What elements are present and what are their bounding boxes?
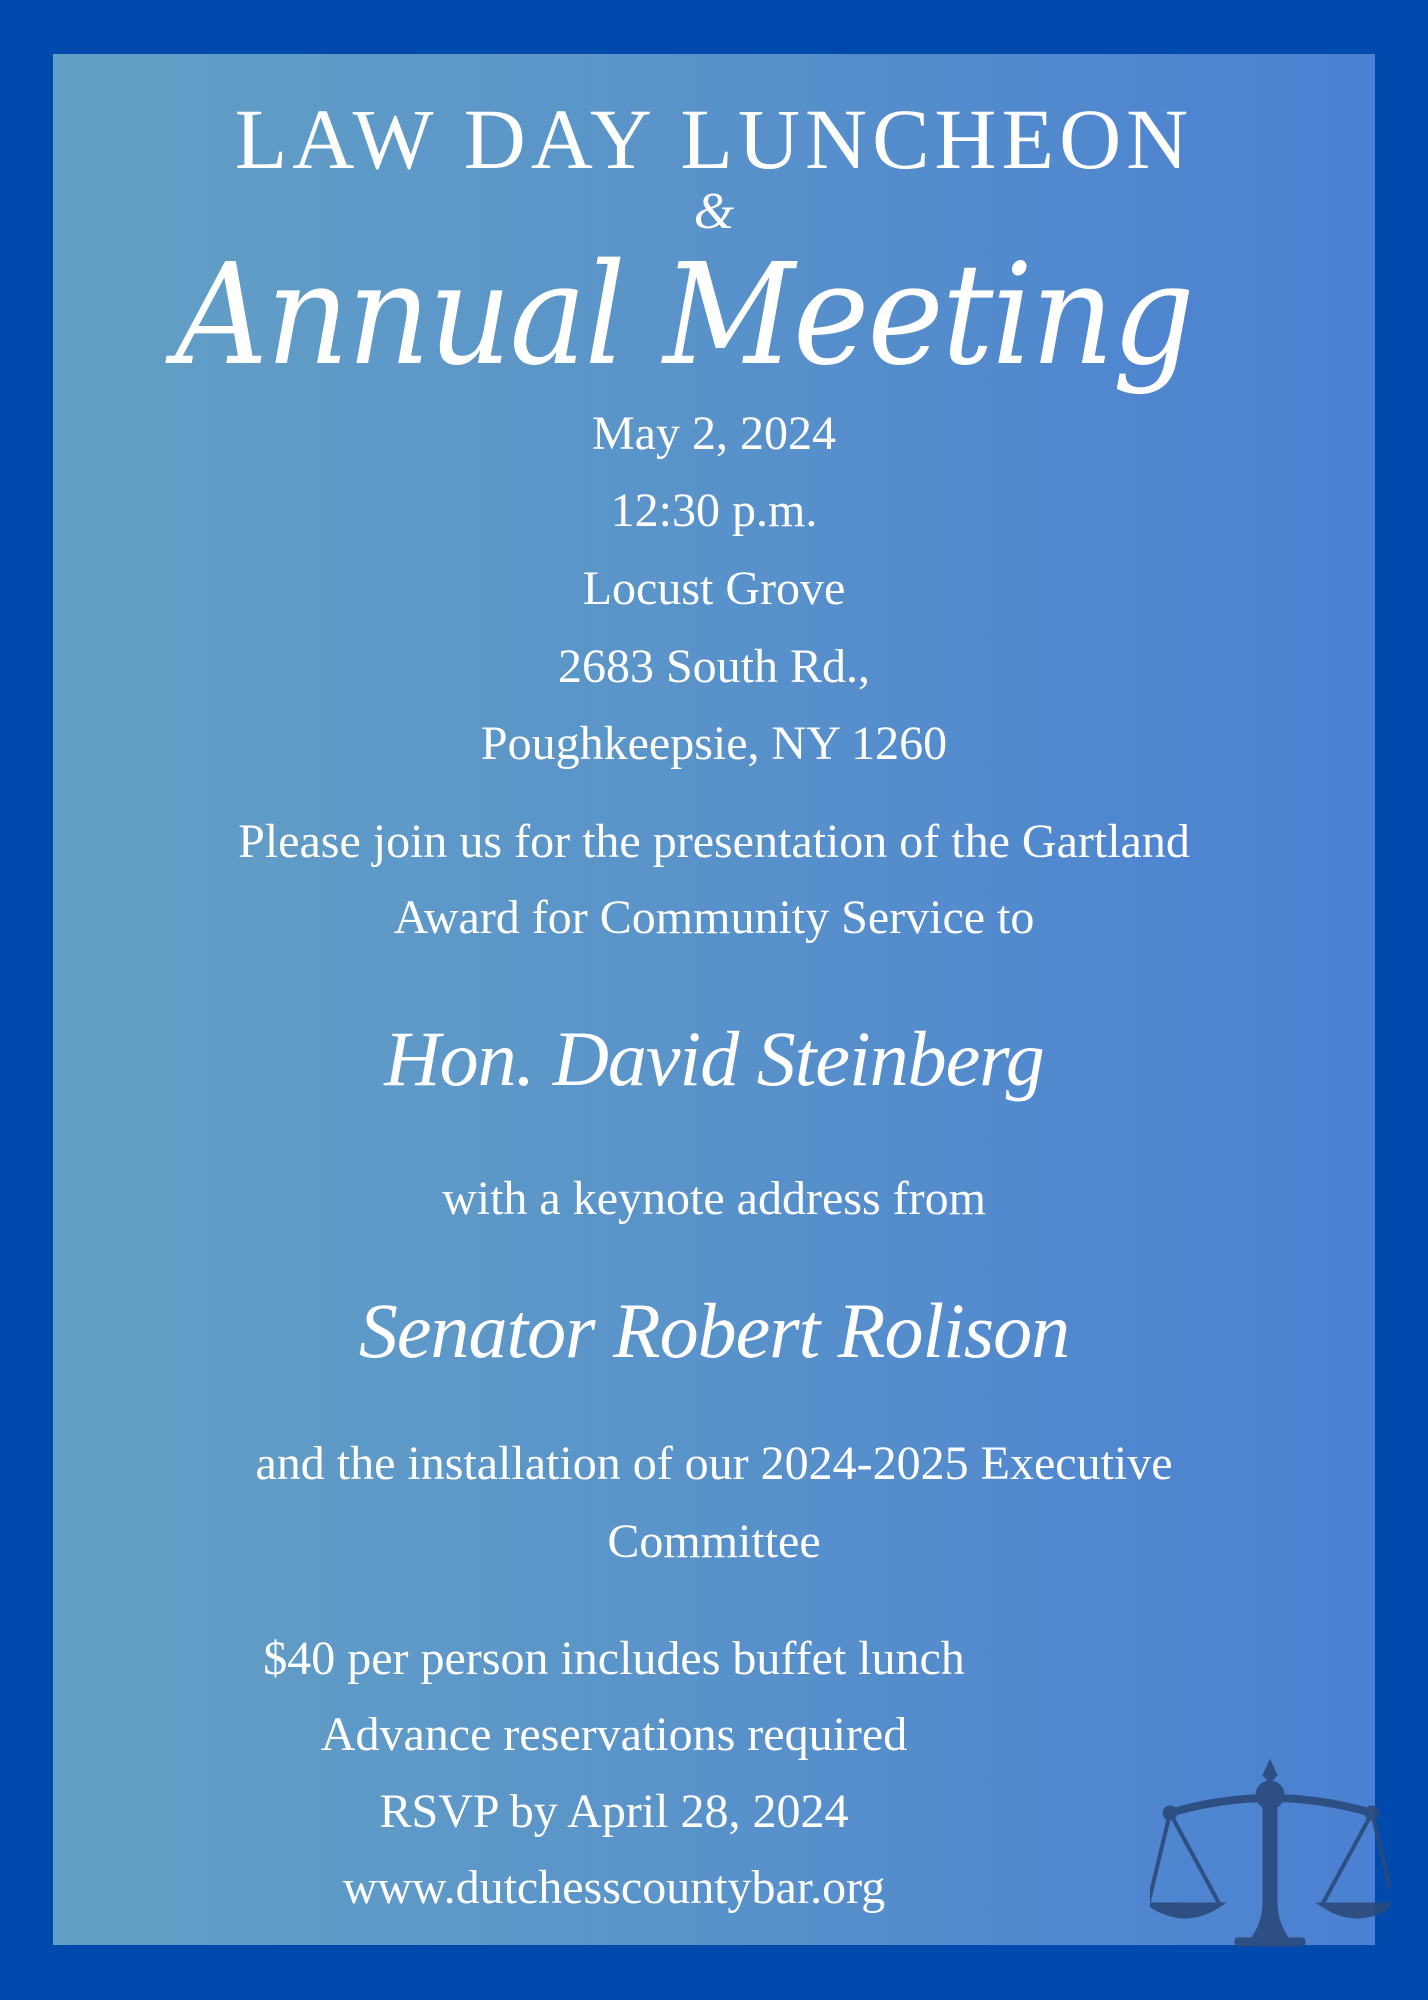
invite-line-1: Please join us for the presentation of the Gartland bbox=[238, 815, 1190, 868]
invite-line-2: Award for Community Service to bbox=[393, 891, 1035, 944]
event-address-street: 2683 South Rd., bbox=[557, 640, 871, 693]
event-address-city: Poughkeepsie, NY 1260 bbox=[480, 717, 948, 770]
ampersand: & bbox=[693, 183, 735, 240]
event-date: May 2, 2024 bbox=[592, 407, 836, 460]
website-link[interactable]: www.dutchesscountybar.org bbox=[342, 1861, 886, 1914]
honoree-name: Hon. David Steinberg bbox=[384, 1015, 1044, 1102]
price-info: $40 per person includes buffet lunch bbox=[263, 1632, 965, 1685]
scales-of-justice-icon bbox=[1150, 1755, 1390, 1955]
event-title: LAW DAY LUNCHEON bbox=[234, 91, 1194, 187]
installation-line-1: and the installation of our 2024-2025 Executive bbox=[255, 1437, 1173, 1490]
rsvp-deadline: RSVP by April 28, 2024 bbox=[379, 1785, 849, 1838]
keynote-speaker: Senator Robert Rolison bbox=[358, 1287, 1070, 1374]
event-venue: Locust Grove bbox=[582, 562, 846, 615]
event-subtitle: Annual Meeting bbox=[175, 234, 1193, 397]
installation-line-2: Committee bbox=[607, 1515, 821, 1568]
keynote-intro: with a keynote address from bbox=[442, 1172, 986, 1225]
reservation-info: Advance reservations required bbox=[320, 1708, 908, 1761]
event-time: 12:30 p.m. bbox=[610, 484, 818, 537]
